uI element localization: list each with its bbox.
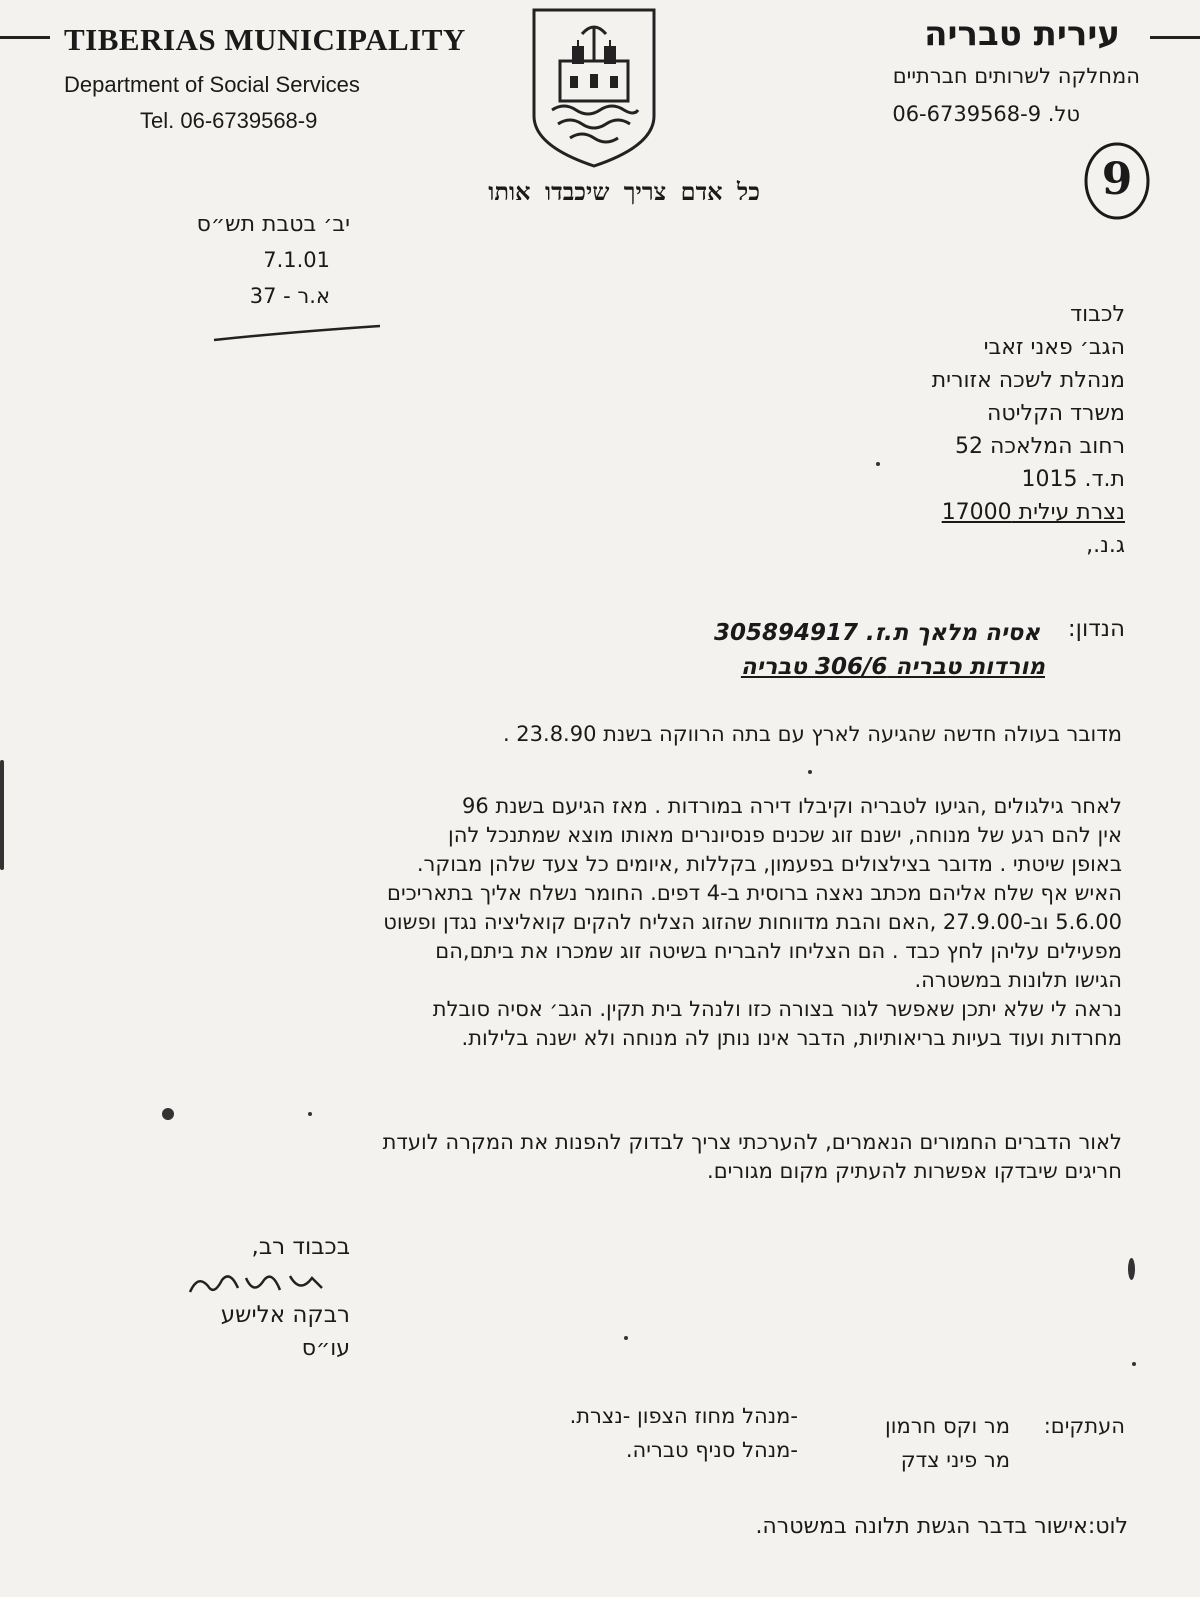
scan-speck [162, 1108, 174, 1120]
body-line: לאור הדברים החמורים הנאמרים, להערכתי צריך לבדוק להפנות את המקרה לועדת [382, 1130, 1122, 1154]
english-department: Department of Social Services [64, 72, 360, 97]
recipient-line: רחוב המלאכה 52 [954, 434, 1125, 459]
signer-name: רבקה אלישע [220, 1302, 350, 1328]
english-title: TIBERIAS MUNICIPALITY [64, 22, 466, 57]
body-paragraph [230, 792, 1122, 1053]
scan-speck [808, 770, 812, 774]
scan-speck [1132, 1362, 1136, 1366]
handwritten-signature [180, 1266, 330, 1306]
gregorian-date: 7.1.01 [263, 248, 330, 272]
body-line: הגישו תלונות במשטרה. [914, 968, 1122, 992]
recipient-line: ג.נ., [1086, 533, 1125, 558]
subject-address: מורדות טבריה 306/6 טבריה [740, 654, 1045, 680]
hebrew-date: יב׳ בטבת תש״ס [196, 212, 350, 237]
body-line: אין להם רגע של מנוחה, ישנם זוג שכנים פנסיונרים מאותו מוצא שמתנכל להן [448, 823, 1122, 847]
recipient-line: מנהלת לשכה אזורית [931, 368, 1125, 393]
date-underline-stroke [210, 318, 385, 348]
english-phone: Tel. 06-6739568-9 [140, 108, 318, 133]
hebrew-department: המחלקה לשרותים חברתיים [892, 64, 1140, 88]
header-rule-right [1150, 36, 1200, 39]
page-number-text: 9 [1101, 154, 1133, 205]
body-line: מפעילים עליהן לחץ כבד . הם הצליחו להבריח בשיטה זוג שמכרו את ביתם,הם [435, 939, 1122, 963]
copy-recipient: -מנהל סניף טבריה. [625, 1438, 798, 1462]
copy-recipient: -מנהל מחוז הצפון -נצרת. [569, 1404, 798, 1428]
recipient-line: נצרת עילית 17000 [941, 500, 1125, 525]
recipient-line: ת.ד. 1015 [1021, 467, 1125, 492]
scan-speck [308, 1112, 312, 1116]
recipient-line: הגב׳ פאני זאבי [983, 335, 1125, 360]
body-line: באופן שיטתי . מדובר בצילצולים בפעמון, בקללות ,איומים כל צעד שלהן מבוקר. [416, 852, 1122, 876]
scan-speck [624, 1336, 628, 1340]
scan-edge-shadow [0, 760, 4, 870]
motto: כל אדם צריך שיכבדו אותו [488, 178, 760, 206]
hebrew-title: עירית טבריה [924, 14, 1120, 54]
scan-speck [1128, 1258, 1135, 1280]
body-line: לאחר גילגולים ,הגיעו לטבריה וקיבלו דירה במורדות . מאז הגיעם בשנת 96 [462, 794, 1122, 818]
scan-speck [876, 462, 880, 466]
hebrew-phone: טל. 06-6739568-9 [892, 102, 1080, 126]
recipient-line: לכבוד [1070, 302, 1125, 327]
body-paragraph [230, 1128, 1122, 1186]
reference-number: א.ר - 37 [249, 284, 330, 308]
municipality-emblem [530, 6, 658, 168]
enclosure-note: לוט:אישור בדבר הגשת תלונה במשטרה. [755, 1514, 1128, 1539]
subject-name: אסיה מלאך ת.ז. 305894917 [714, 620, 1040, 646]
copies-label: העתקים: [1043, 1414, 1125, 1438]
body-line: נראה לי שלא יתכן שאפשר לגור בצורה כזו ולנהל בית תקין. הגב׳ אסיה סובלת [432, 997, 1122, 1021]
recipient-line: משרד הקליטה [987, 401, 1125, 426]
body-line: 5.6.00 וב-27.9.00 ,האם והבת מדווחות שהזוג הצליח להקים קואליציה נגדן ופשוט [383, 910, 1122, 934]
recipient-block [700, 298, 1125, 562]
copy-recipient: מר פיני צדק [900, 1448, 1010, 1472]
copy-recipient: מר וקס חרמון [885, 1414, 1010, 1438]
body-intro: מדובר בעולה חדשה שהגיעה לארץ עם בתה הרווקה בשנת 23.8.90 . [502, 722, 1122, 746]
body-line: מחרדות ועוד בעיות בריאותיות, הדבר אינו נותן לה מנוחה ולא ישנה בלילות. [461, 1026, 1122, 1050]
header-rule-left [0, 36, 50, 39]
body-line: חריגים שיבדקו אפשרות להעתיק מקום מגורים. [707, 1159, 1122, 1183]
page-number-mark [1082, 140, 1152, 222]
body-line: האיש אף שלח אליהם מכתב נאצה ברוסית ב-4 דפים. החומר נשלח אליך בתאריכים [387, 881, 1122, 905]
subject-label: הנדון: [1067, 616, 1125, 642]
closing: בכבוד רב, [251, 1234, 350, 1260]
signer-title: עו״ס [301, 1336, 350, 1361]
